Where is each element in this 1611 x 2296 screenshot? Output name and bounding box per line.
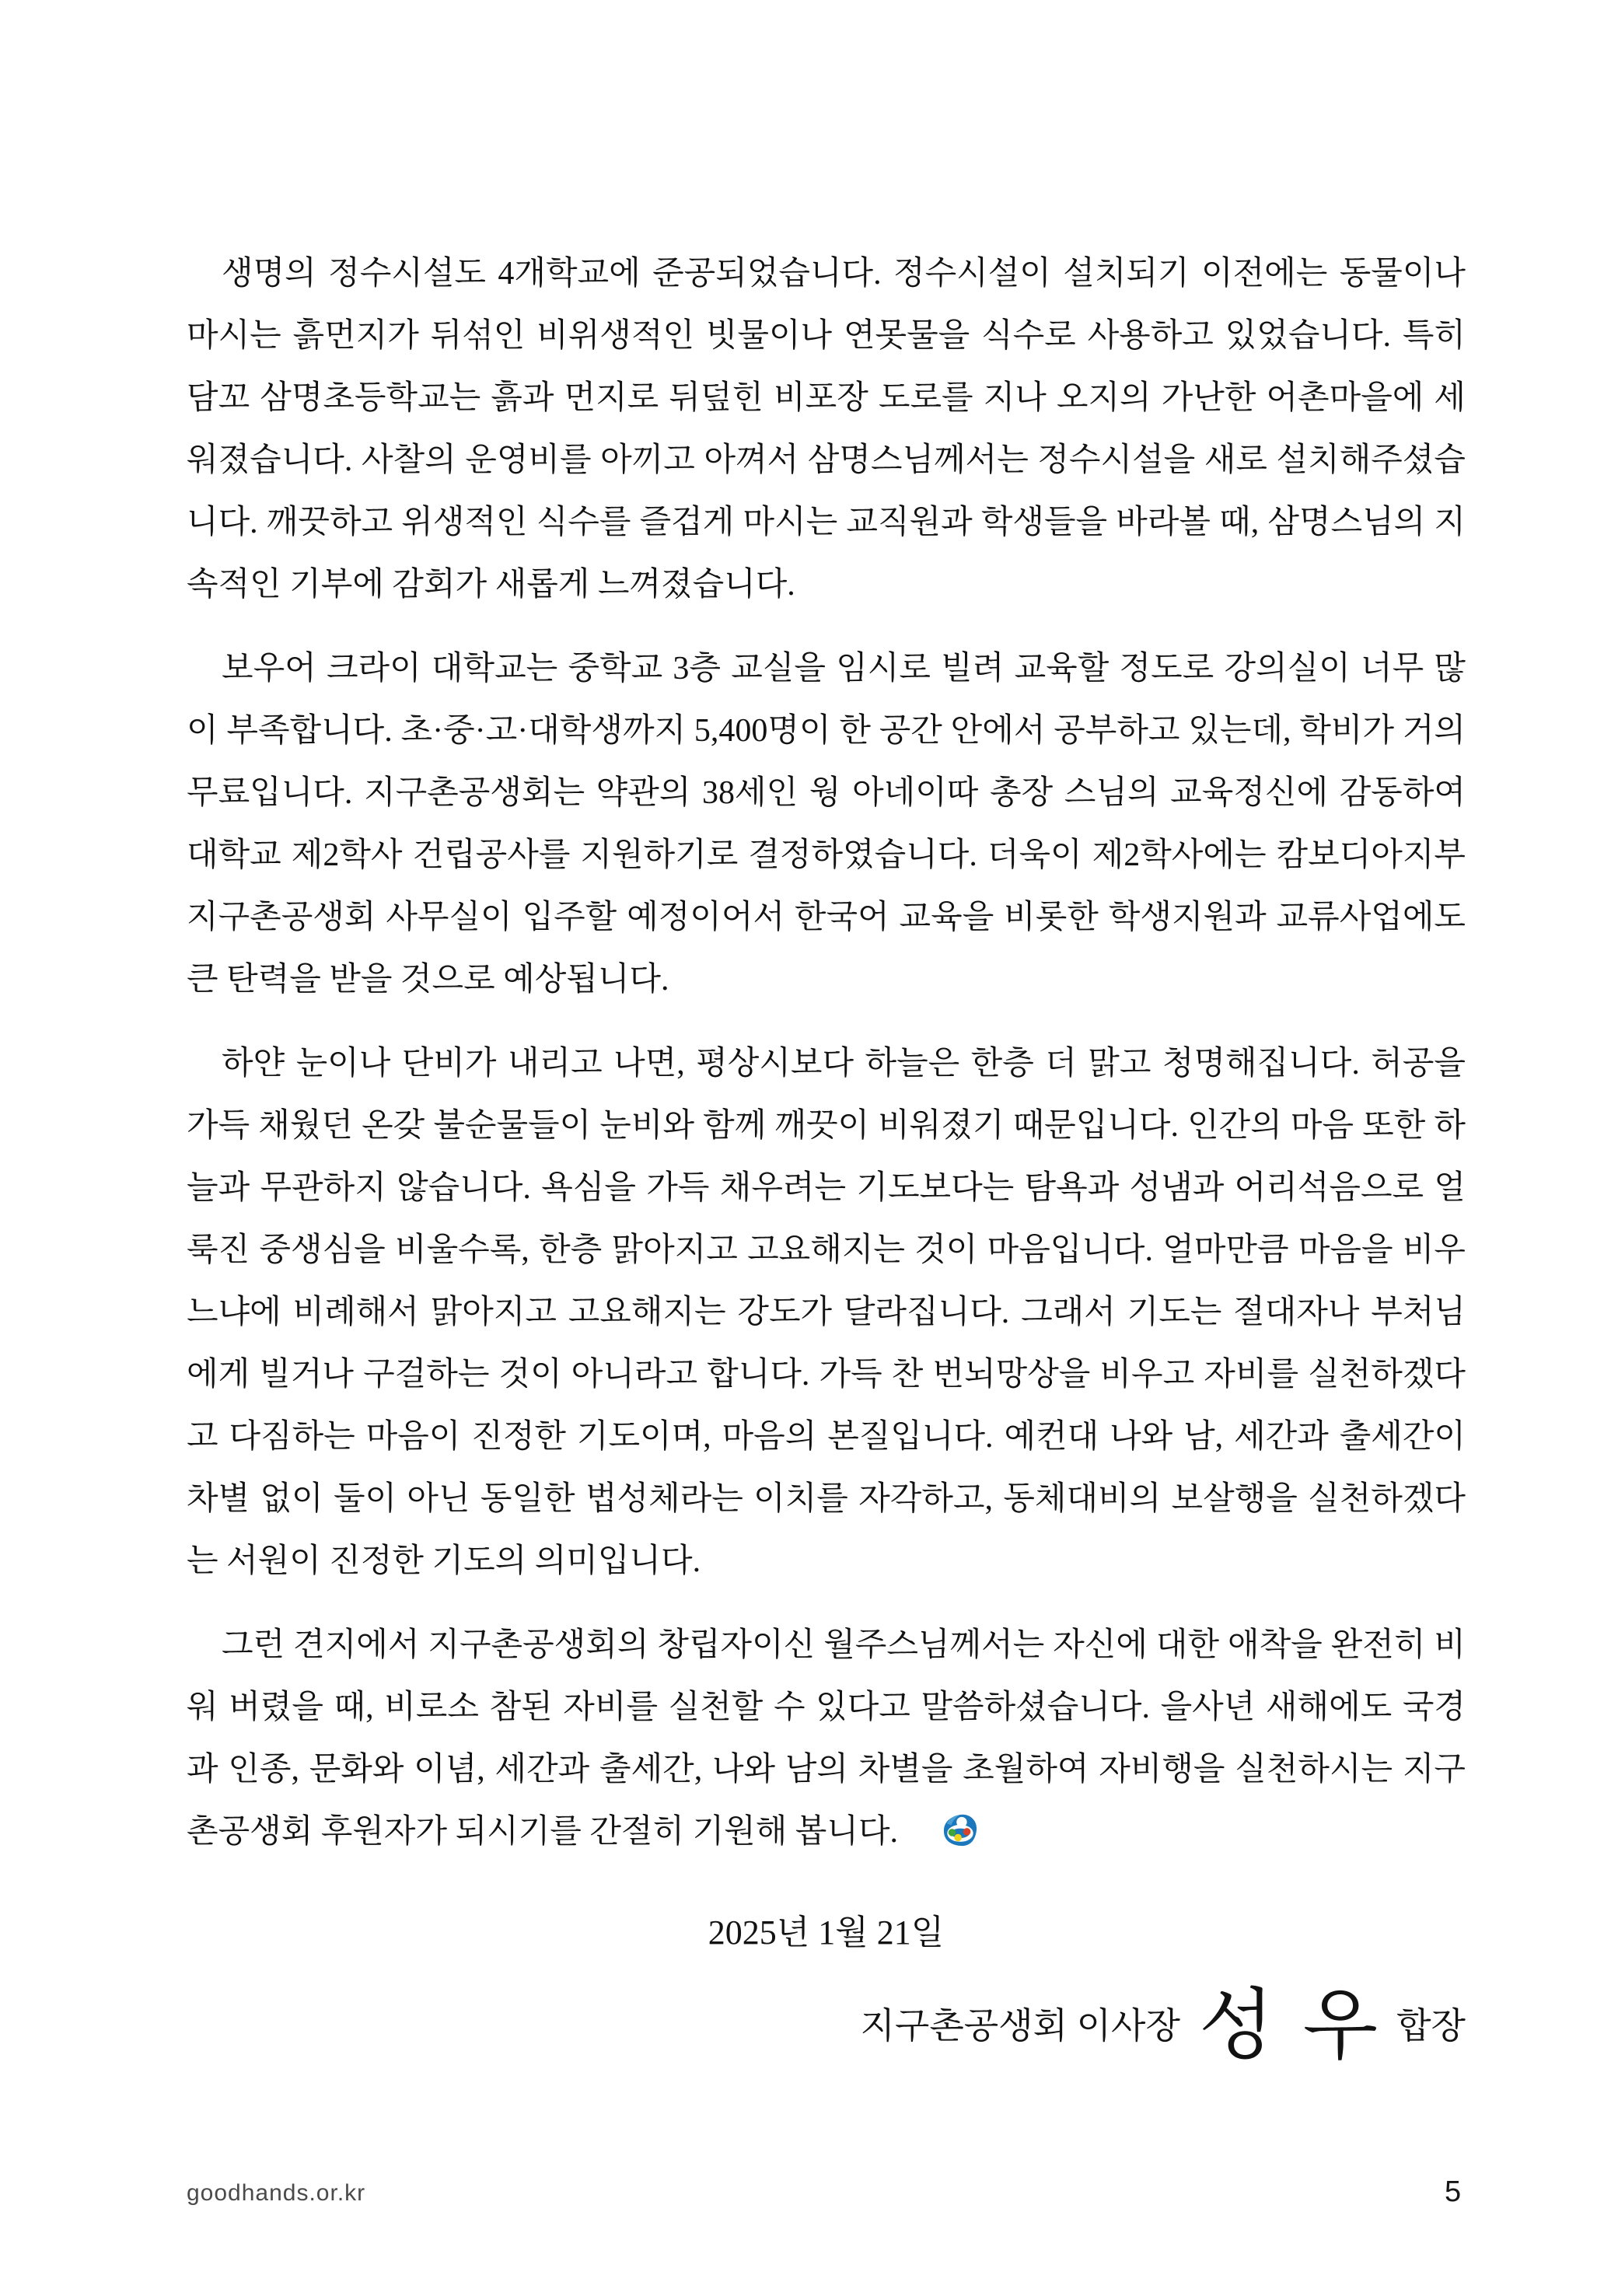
paragraph-4 (187, 1614, 1466, 1863)
goodhands-globe-logo-icon (907, 1805, 943, 1838)
signature-closing: 합장 (1396, 2006, 1466, 2046)
signature-line (187, 1983, 1466, 2070)
signature-name: 성 우 (1198, 1983, 1383, 2069)
footer-website: goodhands.or.kr (187, 2180, 366, 2206)
paragraph-2: 보우어 크라이 대학교는 중학교 3층 교실을 임시로 빌려 교육할 정도로 강의실이 너무 많이 부족합니다. 초·중·고·대학생까지 5,400명이 한 공간 안에서 공부하고 있는데, 학비가 거의 무료입니다. 지구촌공생회는 약관의 38세인 웡 아네이따 총장 스님의 교육정신에 감동하여 대학교 제2학사 건립공사를 지원하기로 결정하였습니다. 더욱이 제2학사에는 캄보디아지부 지구촌공생회 사무실이 입주할 예정이어서 한국어 교육을 비롯한 학생지원과 교류사업에도 큰 탄력을 받을 것으로 예상됩니다. (187, 651, 1466, 998)
paragraph-3: 하얀 눈이나 단비가 내리고 나면, 평상시보다 하늘은 한층 더 맑고 청명해집니다. 허공을 가득 채웠던 온갖 불순물들이 눈비와 함께 깨끗이 비워졌기 때문입니다. 인간의 마음 또한 하늘과 무관하지 않습니다. 욕심을 가득 채우려는 기도보다는 탐욕과 성냄과 어리석음으로 얼룩진 중생심을 비울수록, 한층 맑아지고 고요해지는 것이 마음입니다. 얼마만큼 마음을 비우느냐에 비례해서 맑아지고 고요해지는 강도가 달라집니다. 그래서 기도는 절대자나 부처님에게 빌거나 구걸하는 것이 아니라고 합니다. 가득 찬 번뇌망상을 비우고 자비를 실천하겠다고 다짐하는 마음이 진정한 기도이며, 마음의 본질입니다. 예컨대 나와 남, 세간과 출세간이 차별 없이 둘이 아닌 동일한 법성체라는 이치를 자각하고, 동체대비의 보살행을 실천하겠다는 서원이 진정한 기도의 의미입니다. (187, 1046, 1466, 1579)
footer-page-number: 5 (1445, 2175, 1462, 2208)
signature-org-title: 지구촌공생회 이사장 (860, 2006, 1180, 2046)
paragraph-1: 생명의 정수시설도 4개학교에 준공되었습니다. 정수시설이 설치되기 이전에는 동물이나 마시는 흙먼지가 뒤섞인 비위생적인 빗물이나 연못물을 식수로 사용하고 있었습니다. 특히 담꼬 삼명초등학교는 흙과 먼지로 뒤덮힌 비포장 도로를 지나 오지의 가난한 어촌마을에 세워졌습니다. 사찰의 운영비를 아끼고 아껴서 삼명스님께서는 정수시설을 새로 설치해주셨습니다. 깨끗하고 위생적인 식수를 즐겁게 마시는 교직원과 학생들을 바라볼 때, 삼명스님의 지속적인 기부에 감회가 새롭게 느껴졌습니다. (187, 256, 1466, 603)
paragraph-4-text: 그런 견지에서 지구촌공생회의 창립자이신 월주스님께서는 자신에 대한 애착을 완전히 비워 버렸을 때, 비로소 참된 자비를 실천할 수 있다고 말씀하셨습니다. 을사년 새해에도 국경과 인종, 문화와 이념, 세간과 출세간, 나와 남의 차별을 초월하여 자비행을 실천하시는 지구촌공생회 후원자가 되시기를 간절히 기원해 봅니다. (187, 1627, 1466, 1850)
letter-body (187, 243, 1466, 2070)
letter-date: 2025년 1월 21일 (708, 1913, 945, 1952)
